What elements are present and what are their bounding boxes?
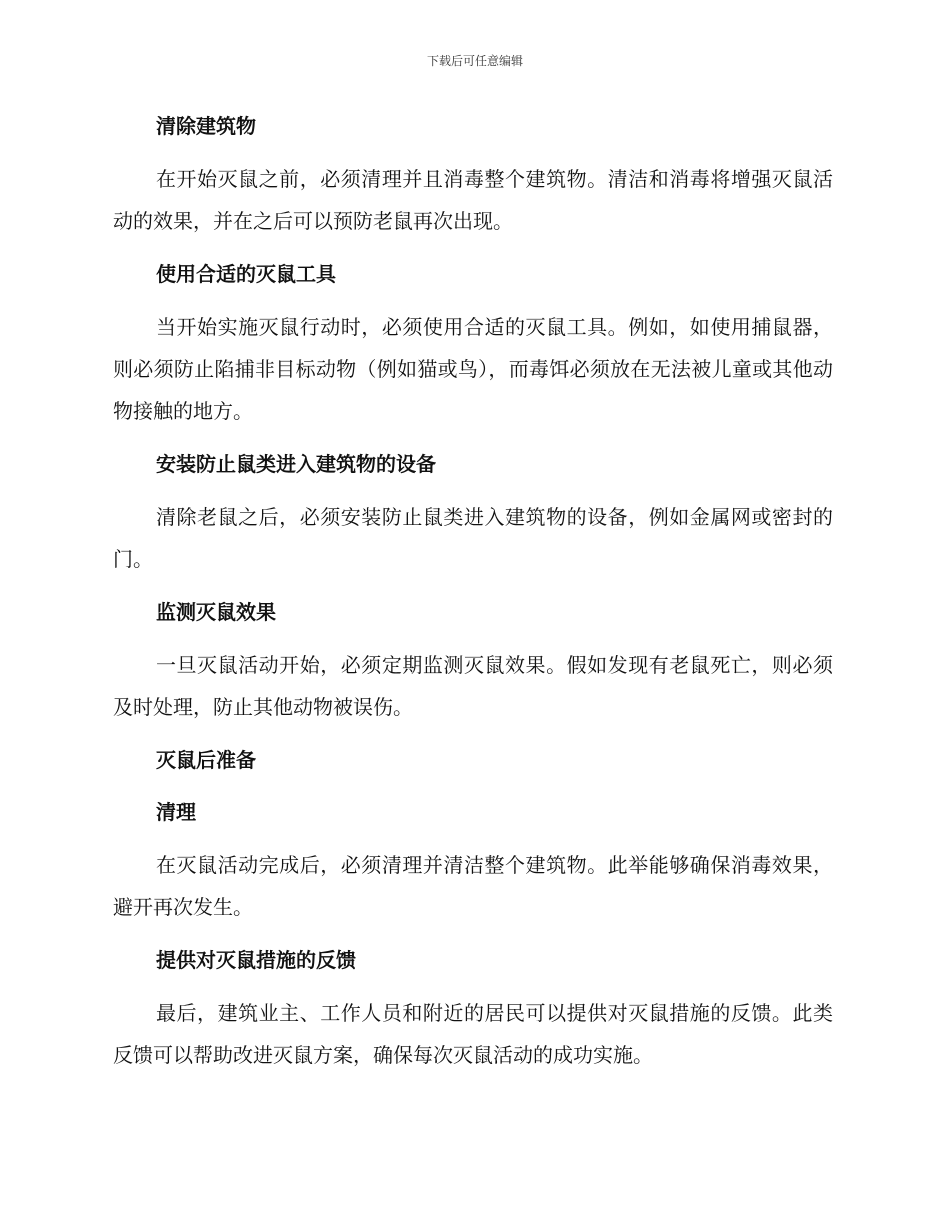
section-heading: 灭鼠后准备 <box>156 748 256 772</box>
section-heading: 使用合适的灭鼠工具 <box>156 262 336 286</box>
document-body <box>113 106 833 1088</box>
section-subheading: 清理 <box>156 800 196 824</box>
section-heading: 清除建筑物 <box>156 114 256 138</box>
page-header: 下载后可任意编辑 <box>426 54 523 68</box>
body-paragraph: 清除老鼠之后，必须安装防止鼠类进入建筑物的设备，例如金属网或密封的门。 <box>113 505 833 571</box>
section-heading: 安装防止鼠类进入建筑物的设备 <box>156 452 436 476</box>
body-paragraph: 当开始实施灭鼠行动时，必须使用合适的灭鼠工具。例如，如使用捕鼠器，则必须防止陷捕非目标动物（例如猫或鸟），而毒饵必须放在无法被儿童或其他动物接触的地方。 <box>113 315 833 423</box>
section-heading: 监测灭鼠效果 <box>156 600 276 624</box>
section-heading: 提供对灭鼠措施的反馈 <box>156 948 356 972</box>
body-paragraph: 在开始灭鼠之前，必须清理并且消毒整个建筑物。清洁和消毒将增强灭鼠活动的效果，并在之后可以预防老鼠再次出现。 <box>113 167 833 233</box>
body-paragraph: 在灭鼠活动完成后，必须清理并清洁整个建筑物。此举能够确保消毒效果，避开再次发生。 <box>113 853 833 919</box>
body-paragraph: 一旦灭鼠活动开始，必须定期监测灭鼠效果。假如发现有老鼠死亡，则必须及时处理，防止其他动物被误伤。 <box>113 653 833 719</box>
body-paragraph: 最后，建筑业主、工作人员和附近的居民可以提供对灭鼠措施的反馈。此类反馈可以帮助改进灭鼠方案，确保每次灭鼠活动的成功实施。 <box>113 1001 833 1067</box>
